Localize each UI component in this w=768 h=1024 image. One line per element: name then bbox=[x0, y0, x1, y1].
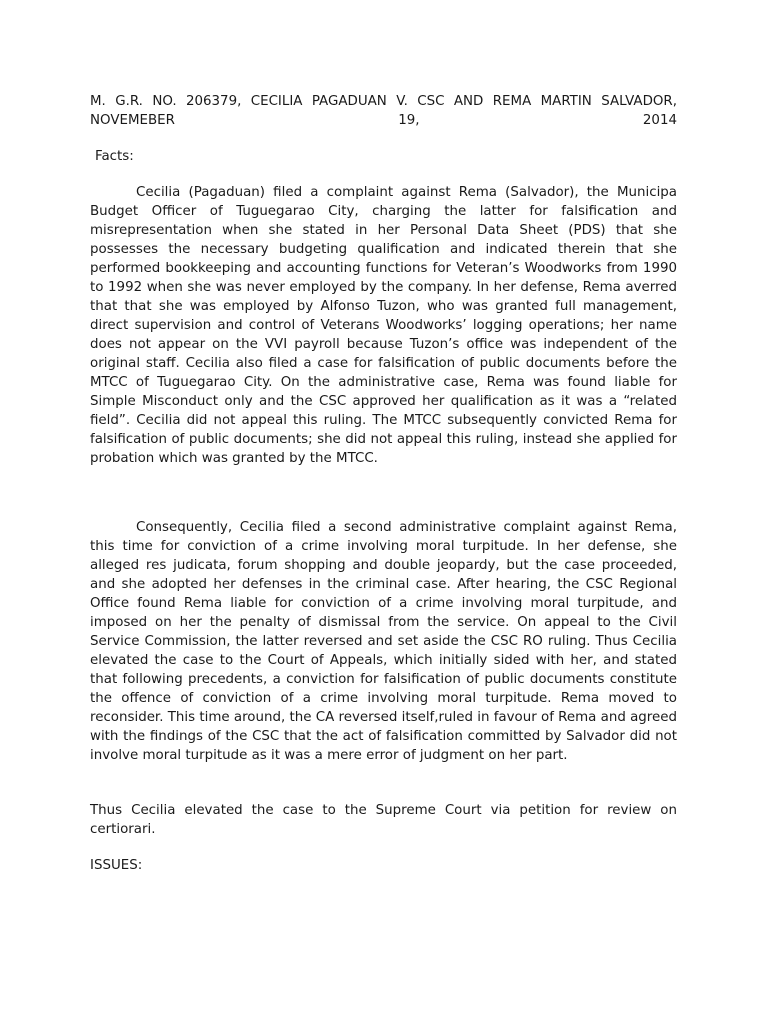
case-date-year: 2014 bbox=[642, 113, 677, 128]
case-title: M. G.R. NO. 206379, CECILIA PAGADUAN V. CSC AND REMA MARTIN SALVADOR, bbox=[90, 94, 677, 109]
case-date-month: NOVEMEBER bbox=[90, 113, 175, 128]
issues-heading: ISSUES: bbox=[90, 858, 143, 873]
facts-heading: Facts: bbox=[95, 149, 134, 164]
facts-paragraph-3: Thus Cecilia elevated the case to the Supreme Court via petition for review on certiorari. bbox=[90, 803, 677, 837]
document-page bbox=[90, 92, 677, 875]
facts-paragraph-2: Consequently, Cecilia filed a second administrative complaint against Rema, this time for conviction of a crime involving moral turpitude. In her defense, she alleged res judicata, forum shopping and double jeopardy, but the case proceeded, and she adopted her defenses in the criminal case. After hearing, the CSC Regional Office found Rema liable for conviction of a crime involving moral turpitude, and imposed on her the penalty of dismissal from the service. On appeal to the Civil Service Commission, the latter reversed and set aside the CSC RO ruling. Thus Cecilia elevated the case to the Court of Appeals, which initially sided with her, and stated that following precedents, a conviction for falsification of public documents constitute the offence of conviction of a crime involving moral turpitude. Rema moved to reconsider. This time around, the CA reversed itself,ruled in favour of Rema and agreed with the findings of the CSC that the act of falsification committed by Salvador did not involve moral turpitude as it was a mere error of judgment on her part. bbox=[90, 520, 677, 763]
case-date-day: 19, bbox=[398, 113, 420, 128]
facts-paragraph-1: Cecilia (Pagaduan) filed a complaint against Rema (Salvador), the Municipa Budget Officer of Tuguegarao City, charging the latter for falsification and misrepresentation when she stated in her Personal Data Sheet (PDS) that she possesses the necessary budgeting qualification and indicated therein that she performed bookkeeping and accounting functions for Veteran’s Woodworks from 1990 to 1992 when she was never employed by the company. In her defense, Rema averred that that she was employed by Alfonso Tuzon, who was granted full management, direct supervision and control of Veterans Woodworks’ logging operations; her name does not appear on the VVI payroll because Tuzon’s office was independent of the original staff. Cecilia also filed a case for falsification of public documents before the MTCC of Tuguegarao City. On the administrative case, Rema was found liable for Simple Misconduct only and the CSC approved her qualification as it was a “related field”. Cecilia did not appeal this ruling. The MTCC subsequently convicted Rema for falsification of public documents; she did not appeal this ruling, instead she applied for probation which was granted by the MTCC. bbox=[90, 185, 677, 466]
case-date bbox=[90, 111, 677, 130]
